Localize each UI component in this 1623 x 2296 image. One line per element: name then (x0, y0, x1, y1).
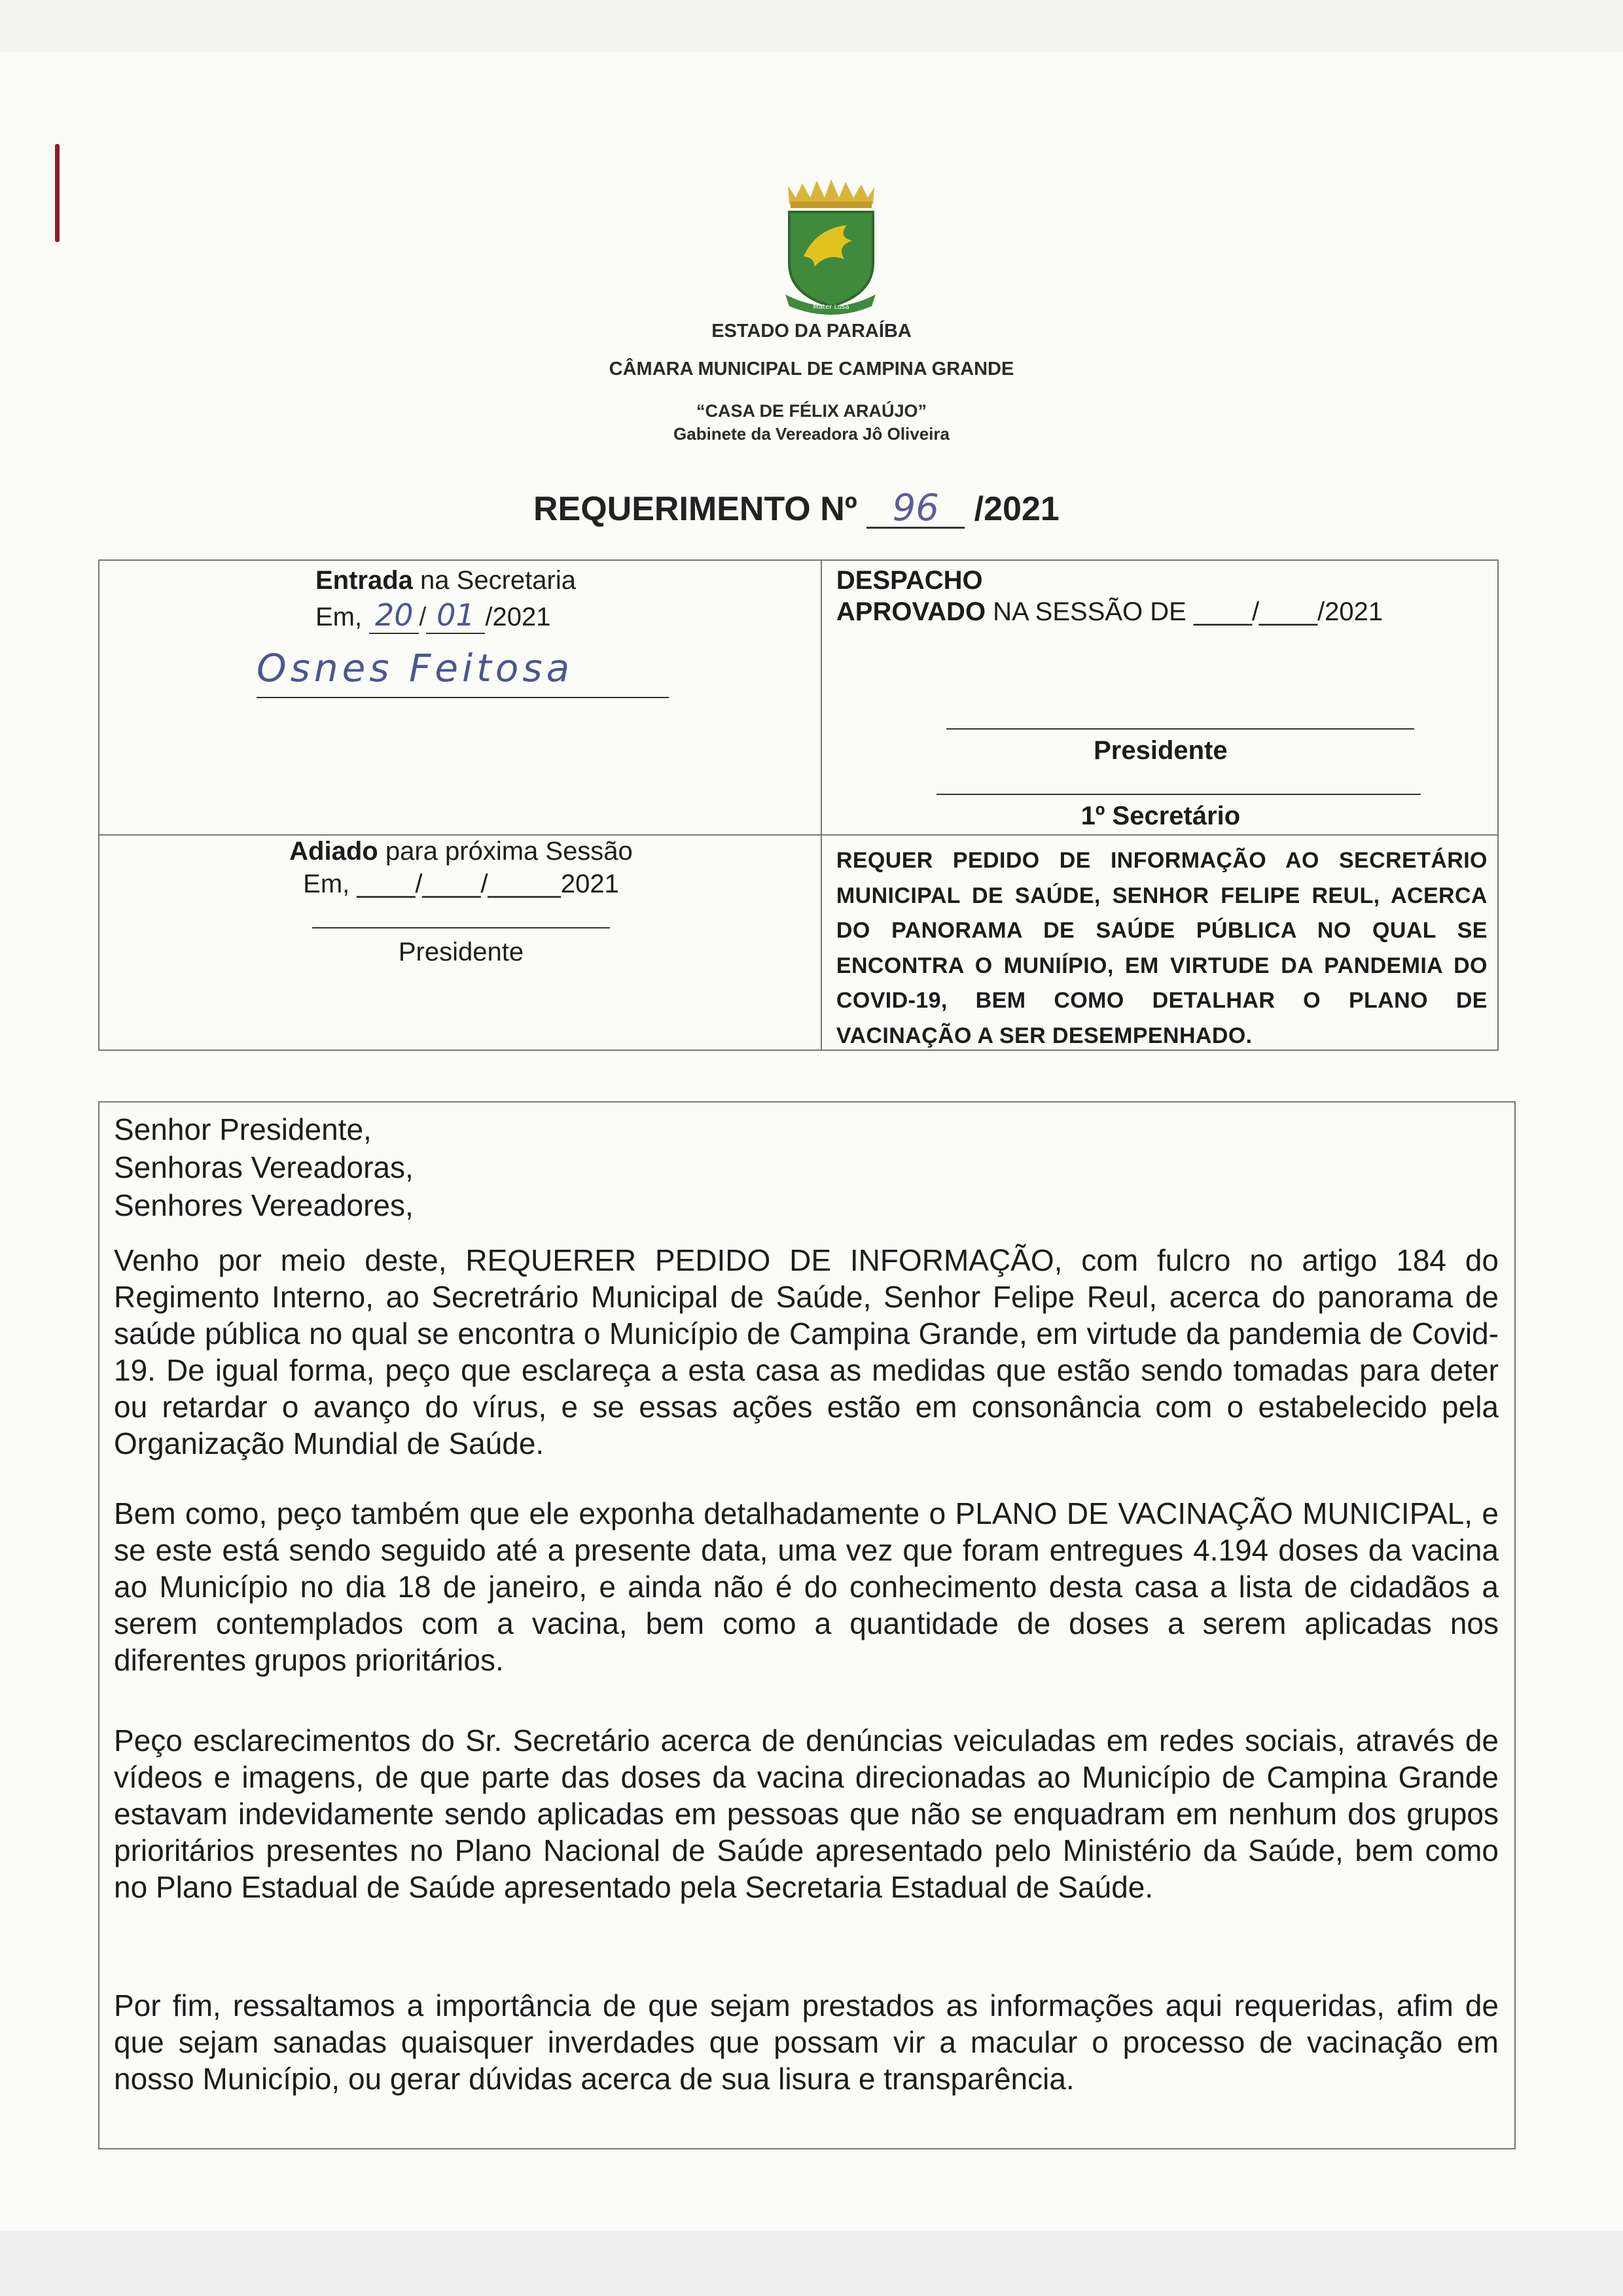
entry-month: 01 (426, 597, 485, 634)
request-table (98, 559, 1499, 1051)
entry-day: 20 (369, 597, 419, 634)
request-title (533, 489, 1060, 529)
dispatch-cell (821, 560, 1498, 835)
salutation-line: Senhor Presidente, (114, 1112, 372, 1146)
salutation (114, 1110, 414, 1224)
dispatch-president-line (946, 728, 1414, 730)
entry-label: Entrada na Secretaria (315, 566, 576, 595)
postponed-date: Em, ____/____/_____2021 (303, 870, 619, 898)
dispatch-title: DESPACHO (836, 566, 983, 595)
request-title-prefix: REQUERIMENTO Nº (533, 490, 857, 528)
postponed-president: Presidente (398, 938, 524, 966)
entry-signature-line (257, 697, 669, 698)
body-paragraph-3: Peço esclarecimentos do Sr. Secretário acerca de denúncias veiculadas em redes sociais, através de vídeos e imagens, de que parte das doses da vacina direcionadas ao Município de Campina Grande estavam indevidamente sendo aplicadas em pessoas que não se enquadram em nenhum dos grupos prioritários presentes no Plano Nacional de Saúde apresentado pelo Ministério da Saúde, bem como no Plano Estadual de Saúde apresentado pela Secretaria Estadual de Saúde. (114, 1723, 1499, 1904)
margin-mark (55, 144, 60, 242)
header-house: “CASA DE FÉLIX ARAÚJO” (696, 401, 927, 421)
crest-motto: Mater Lusa (813, 304, 849, 311)
salutation-line: Senhoras Vereadoras, (114, 1150, 414, 1184)
dispatch-approved: APROVADO NA SESSÃO DE ____/____/2021 (836, 597, 1383, 626)
entry-date-prefix: Em, (315, 603, 363, 631)
dispatch-secretary: 1º Secretário (1080, 802, 1241, 830)
entry-year: /2021 (485, 603, 551, 631)
entry-date: Em, 20 / 01 /2021 (315, 597, 551, 633)
postponed-label: Adiado para próxima Sessão (289, 837, 633, 866)
header-state: ESTADO DA PARAÍBA (711, 321, 912, 342)
entry-signature: Osnes Feitosa (257, 646, 574, 690)
body-paragraph-4: Por fim, ressaltamos a importância de que sejam prestados as informações aqui requeridas, afim de que sejam sanadas quaisquer inverdades que possam vir a macular o processo de vacinação em nosso Município, ou gerar dúvidas acerca de sua lisura e transparência. (114, 1988, 1499, 2096)
request-body (98, 1101, 1516, 2149)
postponed-signature-line (312, 927, 610, 928)
salutation-line: Senhores Vereadores, (114, 1188, 414, 1222)
header-chamber: CÂMARA MUNICIPAL DE CAMPINA GRANDE (609, 359, 1014, 380)
subject-cell (821, 835, 1498, 1050)
municipal-crest-icon (776, 178, 884, 315)
body-paragraph-2: Bem como, peço também que ele exponha detalhadamente o PLANO DE VACINAÇÃO MUNICIPAL, e se este está sendo seguido até a presente data, uma vez que foram entregues 4.194 doses da vacina ao Município no dia 18 de janeiro, e ainda não é do conhecimento desta casa a lista de cidadãos a serem contemplados com a vacina, bem como a quantidade de doses a serem aplicadas nos diferentes grupos prioritários. (114, 1496, 1499, 1677)
request-year: /2021 (974, 490, 1060, 528)
dispatch-president: Presidente (1094, 736, 1228, 765)
request-subject: REQUER PEDIDO DE INFORMAÇÃO AO SECRETÁRIO MUNICIPAL DE SAÚDE, SENHOR FELIPE REUL, ACERCA DO PANORAMA DE SAÚDE PÚBLICA NO QUAL SE ENCONTRA O MUNIÍPIO, EM VIRTUDE DA PANDEMIA DO COVID-19, BEM COMO DETALHAR O PLANO DE VACINAÇÃO A SER DESEMPENHADO. (836, 848, 1488, 1048)
request-number: 96 (866, 490, 965, 529)
header-office: Gabinete da Vereadora Jô Oliveira (673, 424, 950, 444)
scan-background (0, 2231, 1623, 2296)
entry-cell (99, 560, 821, 835)
body-paragraph-1: Venho por meio deste, REQUERER PEDIDO DE INFORMAÇÃO, com fulcro no artigo 184 do Regimento Interno, ao Secretrário Municipal de Saúde, Senhor Felipe Reul, acerca do panorama de saúde pública no qual se encontra o Município de Campina Grande, em virtude da pandemia de Covid-19. De igual forma, peço que esclareça a esta casa as medidas que estão sendo tomadas para deter ou retardar o avanço do vírus, e se essas ações estão em consonância com o estabelecido pela Organização Mundial de Saúde. (114, 1243, 1499, 1460)
dispatch-secretary-line (936, 794, 1421, 795)
postponed-cell (99, 835, 821, 1050)
